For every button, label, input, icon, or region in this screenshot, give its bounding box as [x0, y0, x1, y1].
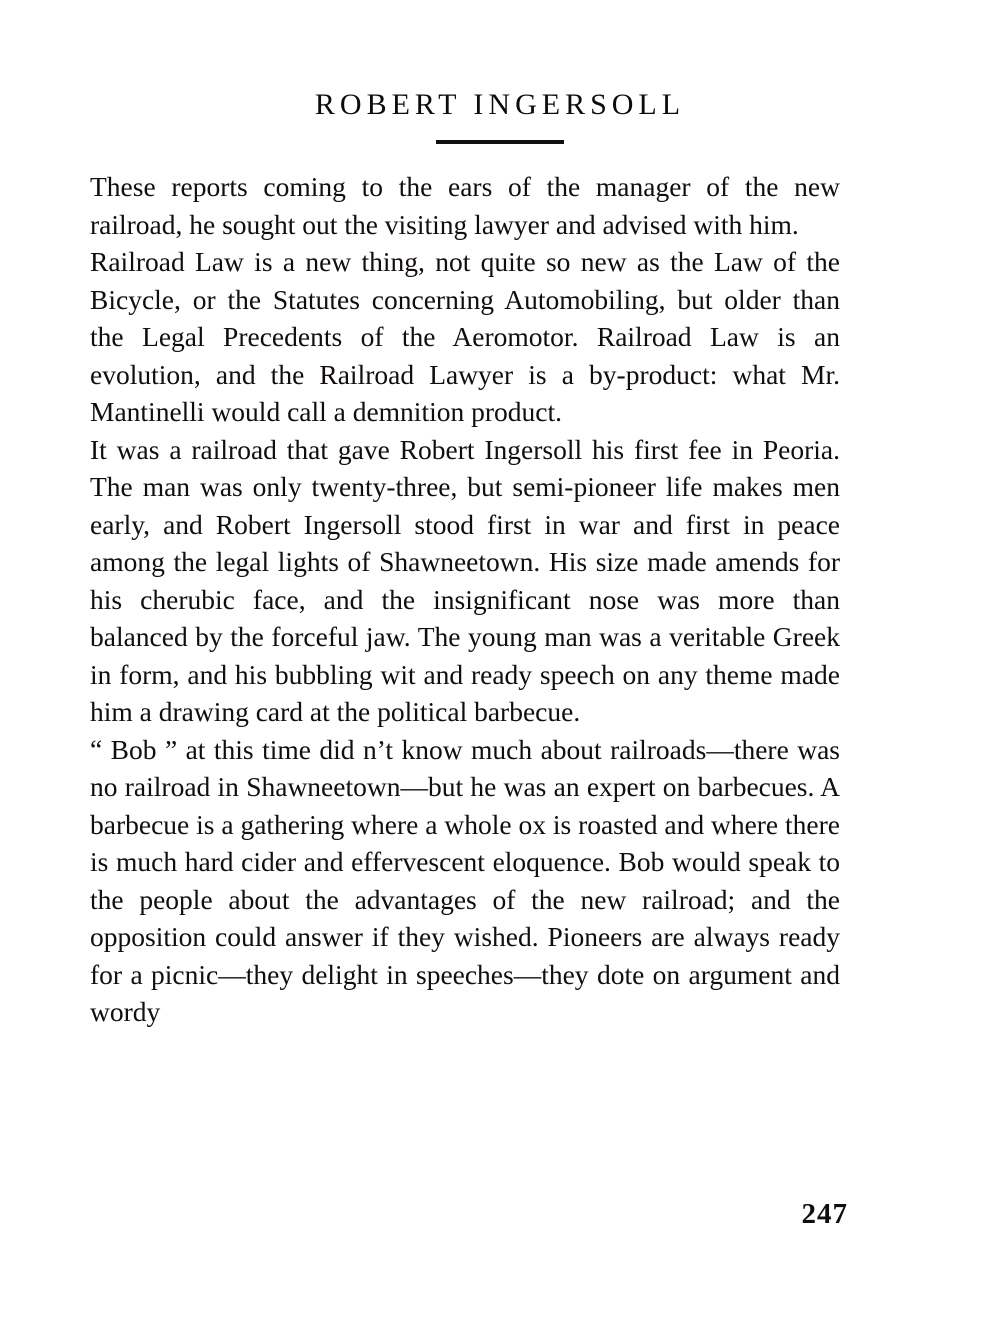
paragraph: It was a railroad that gave Robert Ingersoll his first fee in Peoria. The man was only twenty-three, but semi-pioneer life makes men early, and Robert Ingersoll stood first in war and first in peace among the legal lights of Shawneetown. His size made amends for his cherubic face, and the insignificant nose was more than balanced by the forceful jaw. The young man was a veritable Greek in form, and his bubbling wit and ready speech on any theme made him a drawing card at the political barbecue.	[90, 433, 840, 727]
page-number: 247	[801, 1198, 848, 1230]
page-body	[90, 168, 840, 1031]
paragraph: These reports coming to the ears of the manager of the new railroad, he sought out the visiting lawyer and advised with him.	[90, 171, 840, 240]
header-rule-divider	[436, 140, 564, 144]
running-head: ROBERT INGERSOLL	[314, 88, 686, 121]
paragraph: Railroad Law is a new thing, not quite so new as the Law of the Bicycle, or the Statutes concerning Automobiling, but older than the Legal Precedents of the Aeromotor. Railroad Law is an evolution, and the Railroad Lawyer is a by-product: what Mr. Mantinelli would call a demnition product.	[90, 246, 840, 427]
paragraph: “ Bob ” at this time did n’t know much about railroads—there was no railroad in Shawneetown—but he was an expert on barbecues. A barbecue is a gathering where a whole ox is roasted and where there is much hard cider and effervescent eloquence. Bob would speak to the people about the advantages of the new railroad; and the opposition could answer if they wished. Pioneers are always ready for a picnic—they delight in speeches—they dote on argument and wordy	[90, 733, 840, 1027]
